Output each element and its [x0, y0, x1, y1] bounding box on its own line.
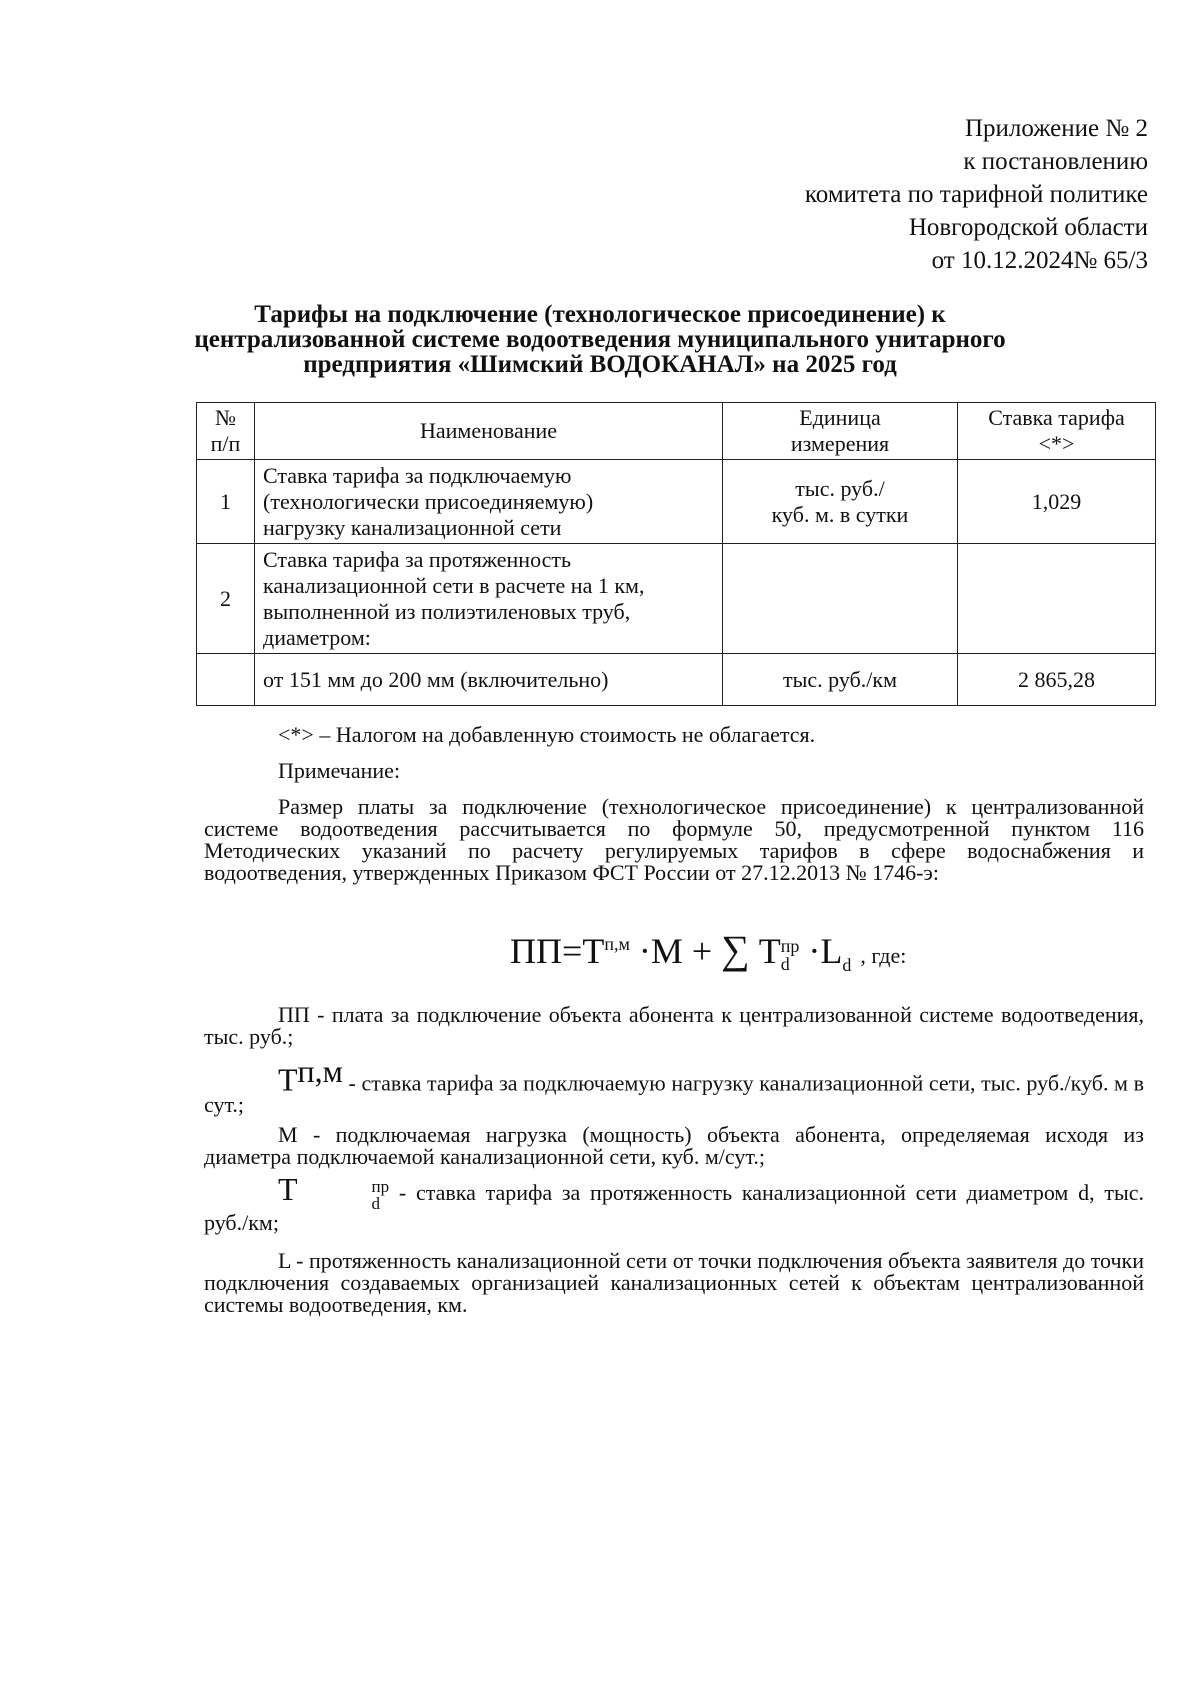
document-title — [0, 302, 1200, 377]
row-rate: 1,029 — [958, 460, 1156, 544]
definition-t-text: - ставка тарифа за подключаемую нагрузку канализационной сети, тыс. руб./куб. м в сут.; — [204, 1070, 1144, 1118]
table-row — [197, 654, 1156, 706]
appendix-line: от 10.12.2024№ 65/3 — [931, 247, 1148, 274]
row-unit — [723, 544, 958, 654]
row-name-line: нагрузку канализационной сети — [263, 514, 562, 540]
formula-eq: = — [562, 931, 583, 971]
row-unit-line: тыс. руб./ — [795, 475, 885, 501]
formula-l: L — [820, 931, 843, 971]
header-num-line: № — [215, 405, 236, 430]
row-name: от 151 мм до 200 мм (включительно) — [255, 654, 723, 706]
row-name-line: выполненной из полиэтиленовых труб, — [263, 598, 631, 624]
vat-note: <*> – Налогом на добавленную стоимость не облагается. — [278, 722, 816, 747]
definition-td — [204, 1171, 1144, 1235]
formula-dot: · — [808, 931, 821, 971]
row-rate — [958, 544, 1156, 654]
header-rate-line: <*> — [1038, 431, 1075, 456]
formula-td-scripts — [781, 937, 800, 973]
formula-l-sub: d — [842, 955, 852, 976]
table-row — [197, 544, 1156, 654]
header-rate-line: Ставка тарифа — [988, 405, 1125, 430]
table-header-row — [197, 403, 1156, 460]
row-num — [197, 654, 255, 706]
appendix-line: комитета по тарифной политике — [804, 181, 1148, 208]
row-num: 2 — [197, 544, 255, 654]
row-rate: 2 865,28 — [958, 654, 1156, 706]
appendix-line: Новгородской области — [908, 214, 1148, 241]
formula-plus: + — [691, 931, 713, 971]
row-num: 1 — [197, 460, 255, 544]
appendix-block — [805, 112, 1148, 277]
header-num-line: п/п — [210, 431, 241, 456]
row-unit — [723, 460, 958, 544]
formula-where: , где: — [860, 943, 907, 968]
row-name — [255, 460, 723, 544]
header-unit — [723, 403, 958, 460]
payment-formula — [510, 924, 906, 985]
appendix-line: к постановлению — [963, 148, 1148, 175]
tariff-table — [196, 402, 1156, 706]
symbol-t-sup-text: п,м — [297, 1053, 343, 1089]
definition-td-text: - ставка тарифа за протяженность канализационной сети диаметром d, тыс. руб./км; — [204, 1180, 1144, 1235]
symbol-td-sub: d — [371, 1194, 381, 1213]
formula-t-sup: п,м — [604, 934, 630, 954]
symbol-td-scripts — [298, 1178, 390, 1212]
header-rate — [958, 403, 1156, 460]
formula-td: Т — [758, 931, 781, 971]
appendix-line: Приложение № 2 — [964, 115, 1148, 142]
formula-m: М — [650, 931, 683, 971]
formula-dot: · — [638, 931, 651, 971]
title-line: централизованной системе водоотведения муниципального унитарного — [194, 326, 1006, 353]
symbol-td-sup: пр — [371, 1177, 390, 1196]
row-name-line: канализационной сети в расчете на 1 км, — [263, 572, 645, 598]
row-unit-line: куб. м. в сутки — [771, 501, 909, 527]
symbol-t: Т — [278, 1061, 298, 1098]
table-row — [197, 460, 1156, 544]
row-name-line: диаметром: — [263, 624, 371, 650]
definition-pp: ПП - плата за подключение объекта абонента к централизованной системе водоотведения, тыс. руб.; — [204, 1002, 1144, 1049]
sum-icon: ∑ — [721, 927, 750, 972]
title-line: предприятия «Шимский ВОДОКАНАЛ» на 2025 год — [303, 351, 897, 378]
definition-m: М - подключаемая нагрузка (мощность) объекта абонента, определяемая исходя из диаметра подключаемой канализационной сети, куб. м/сут.; — [204, 1122, 1144, 1169]
symbol-td: Т — [278, 1171, 298, 1208]
row-unit: тыс. руб./км — [723, 654, 958, 706]
row-name-line: (технологически присоединяемую) — [263, 488, 594, 514]
formula-t: Т — [582, 931, 605, 971]
definition-t — [204, 1053, 1144, 1118]
note-label: Примечание: — [278, 758, 401, 783]
header-num — [197, 403, 255, 460]
title-line: Тарифы на подключение (технологическое присоединение) к — [254, 301, 946, 328]
header-unit-line: Единица — [799, 405, 881, 430]
formula-td-sup: пр — [780, 935, 800, 956]
symbol-t-sup — [298, 1053, 343, 1089]
note-paragraph: Размер платы за подключение (технологическое присоединение) к централизованной системе водоотведения рассчитывается по формуле 50, предусмотренной пунктом 116 Методических указаний по расчету регулируемых тарифов в сфере водоснабжения и водоотведения, утвержденных Приказом ФСТ России от 27.12.2013 № 1746-э: — [204, 794, 1144, 885]
header-name: Наименование — [255, 403, 723, 460]
row-name — [255, 544, 723, 654]
row-name-line: Ставка тарифа за протяженность — [263, 546, 572, 572]
header-unit-line: измерения — [790, 431, 890, 456]
definition-l: L - протяженность канализационной сети от точки подключения объекта заявителя до точки подключения создаваемых организацией канализационных сетей к объектам централизованной системы водоотведения, км. — [204, 1248, 1144, 1317]
formula-td-sub: d — [780, 953, 790, 974]
row-name-line: Ставка тарифа за подключаемую — [263, 462, 572, 488]
formula-lhs: ПП — [510, 931, 562, 971]
